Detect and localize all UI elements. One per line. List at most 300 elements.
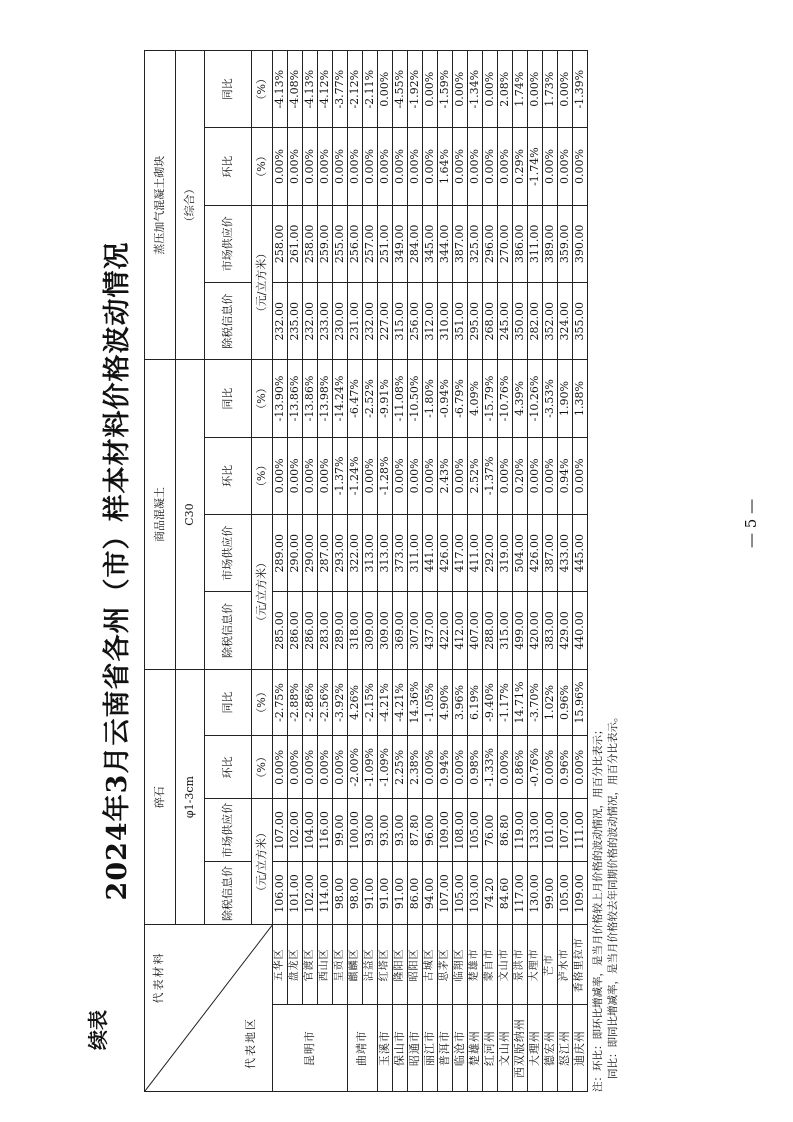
value-cell: 98.00 [348,862,363,925]
value-cell: 349.00 [393,205,408,282]
value-cell: 0.00% [318,128,333,205]
value-cell: 315.00 [498,592,513,669]
col-tax-excl: 除税信息价 [205,862,252,925]
value-cell: -4.55% [393,51,408,128]
value-cell: 119.00 [513,799,528,862]
value-cell: 311.00 [408,515,423,592]
value-cell: -1.33% [483,736,498,799]
value-cell: 0.00% [453,437,468,514]
value-cell: -4.21% [378,669,393,736]
city-cell: 临沧市 [453,1005,468,1092]
value-cell: 412.00 [453,592,468,669]
value-cell: 259.00 [318,205,333,282]
value-cell: 2.08% [498,51,513,128]
value-cell: -0.76% [528,736,543,799]
value-cell: 96.00 [423,799,438,862]
value-cell: 2.52% [468,437,483,514]
document-title: 2024年3月云南省各州（市）样本材料价格波动情况 [102,241,133,901]
value-cell: 261.00 [288,205,303,282]
material-header: 商品混凝土 [145,360,176,669]
value-cell: -1.92% [408,51,423,128]
value-cell: 94.00 [423,862,438,925]
value-cell: 345.00 [423,205,438,282]
district-cell: 昭阳区 [408,925,423,1005]
value-cell: 0.00% [273,128,288,205]
table-row [273,51,288,1092]
value-cell: 296.00 [483,205,498,282]
value-cell: 107.00 [273,799,288,862]
district-cell: 临翔区 [453,925,468,1005]
value-cell: 0.00% [378,128,393,205]
unit-label: （元/立方米） [252,799,273,925]
table-row [498,51,513,1092]
value-cell: 386.00 [513,205,528,282]
value-cell: 0.00% [273,736,288,799]
value-cell: 0.00% [273,437,288,514]
district-cell: 芒市 [543,925,558,1005]
value-cell: 6.19% [468,669,483,736]
value-cell: 0.00% [288,736,303,799]
value-cell: 387.00 [543,515,558,592]
value-cell: 359.00 [558,205,573,282]
value-cell: 86.80 [498,799,513,862]
value-cell: -10.76% [498,360,513,437]
col-tax-excl: 除税信息价 [205,283,252,360]
value-cell: 0.00% [408,128,423,205]
value-cell: 103.00 [468,862,483,925]
value-cell: 289.00 [273,515,288,592]
value-cell: 351.00 [453,283,468,360]
value-cell: 373.00 [393,515,408,592]
value-cell: 288.00 [483,592,498,669]
value-cell: 109.00 [573,862,588,925]
value-cell: 441.00 [423,515,438,592]
table-row [303,51,318,1092]
value-cell: 231.00 [348,283,363,360]
value-cell: 325.00 [468,205,483,282]
city-cell: 怒江州 [558,1005,573,1092]
value-cell: 93.00 [363,799,378,862]
value-cell: 0.00% [543,128,558,205]
value-cell: 293.00 [333,515,348,592]
value-cell: 283.00 [318,592,333,669]
value-cell: 99.00 [543,862,558,925]
col-yoy: 同比 [205,51,252,128]
city-cell: 德宏州 [543,1005,558,1092]
table-row [513,51,528,1092]
value-cell: 104.00 [303,799,318,862]
value-cell: 102.00 [288,799,303,862]
value-cell: -2.11% [363,51,378,128]
district-cell: 沾益区 [363,925,378,1005]
value-cell: 101.00 [543,799,558,862]
value-cell: 107.00 [438,862,453,925]
value-cell: 0.00% [483,128,498,205]
col-yoy: 同比 [205,360,252,437]
value-cell: -1.59% [438,51,453,128]
value-cell: 318.00 [348,592,363,669]
value-cell: -4.21% [393,669,408,736]
value-cell: 4.09% [468,360,483,437]
value-cell: -3.77% [333,51,348,128]
district-cell: 景洪市 [513,925,528,1005]
value-cell: 0.20% [513,437,528,514]
value-cell: 310.00 [438,283,453,360]
value-cell: -1.74% [528,128,543,205]
value-cell: 387.00 [453,205,468,282]
value-cell: 98.00 [333,862,348,925]
pct-label: （%） [252,128,273,205]
value-cell: 99.00 [333,799,348,862]
value-cell: 282.00 [528,283,543,360]
value-cell: 0.00% [483,51,498,128]
value-cell: -1.37% [333,437,348,514]
value-cell: 2.38% [408,736,423,799]
city-cell: 普洱市 [438,1005,453,1092]
city-cell: 保山市 [393,1005,408,1092]
value-cell: 232.00 [273,283,288,360]
value-cell: -10.50% [408,360,423,437]
value-cell: -3.92% [333,669,348,736]
value-cell: 105.00 [468,799,483,862]
value-cell: 499.00 [513,592,528,669]
value-cell: 420.00 [528,592,543,669]
value-cell: 3.96% [453,669,468,736]
pct-label: （%） [252,669,273,736]
table-row [333,51,348,1092]
material-header: 蒸压加气混凝土砌块 [145,51,176,360]
value-cell: -2.00% [348,736,363,799]
table-row [468,51,483,1092]
corner-region-label: 代表地区 [244,1017,258,1069]
table-row [543,51,558,1092]
value-cell: -1.37% [483,437,498,514]
value-cell: 245.00 [498,283,513,360]
col-mom: 环比 [205,128,252,205]
value-cell: 235.00 [288,283,303,360]
value-cell: 0.00% [423,736,438,799]
value-cell: 1.02% [543,669,558,736]
value-cell: 91.00 [363,862,378,925]
value-cell: 344.00 [438,205,453,282]
value-cell: 313.00 [363,515,378,592]
value-cell: 84.60 [498,862,513,925]
value-cell: -2.15% [363,669,378,736]
pct-label: （%） [252,437,273,514]
value-cell: 0.00% [288,128,303,205]
value-cell: 422.00 [438,592,453,669]
value-cell: 0.96% [558,736,573,799]
value-cell: 429.00 [558,592,573,669]
continued-label: 续表 [86,1010,110,1050]
value-cell: 93.00 [393,799,408,862]
value-cell: -1.09% [363,736,378,799]
pct-label: （%） [252,360,273,437]
value-cell: 86.00 [408,862,423,925]
value-cell: 2.25% [393,736,408,799]
value-cell: 105.00 [453,862,468,925]
value-cell: 0.00% [288,437,303,514]
value-cell: 0.00% [393,437,408,514]
value-cell: 74.20 [483,862,498,925]
value-cell: 0.00% [408,437,423,514]
value-cell: 0.00% [498,128,513,205]
value-cell: 130.00 [528,862,543,925]
value-cell: 0.00% [528,51,543,128]
table-row [423,51,438,1092]
value-cell: 0.00% [573,736,588,799]
city-cell: 曲靖市 [348,1005,378,1092]
value-cell: -3.53% [543,360,558,437]
city-cell: 迪庆州 [573,1005,588,1092]
value-cell: 258.00 [273,205,288,282]
value-cell: 76.00 [483,799,498,862]
value-cell: 411.00 [468,515,483,592]
district-cell: 泸水市 [558,925,573,1005]
district-cell: 盘龙区 [288,925,303,1005]
value-cell: 0.00% [423,128,438,205]
value-cell: 292.00 [483,515,498,592]
value-cell: 0.00% [573,437,588,514]
city-cell: 昭通市 [408,1005,423,1092]
district-cell: 古城区 [423,925,438,1005]
table-row [483,51,498,1092]
value-cell: 258.00 [303,205,318,282]
value-cell: 251.00 [378,205,393,282]
value-cell: 4.26% [348,669,363,736]
unit-label: （元/立方米） [252,515,273,670]
value-cell: 0.00% [333,128,348,205]
table-row [528,51,543,1092]
notes [591,50,621,1092]
value-cell: 0.00% [543,736,558,799]
table-row [378,51,393,1092]
value-cell: -4.12% [318,51,333,128]
value-cell: -1.05% [423,669,438,736]
value-cell: 108.00 [453,799,468,862]
value-cell: 1.90% [558,360,573,437]
value-cell: 93.00 [378,799,393,862]
value-cell: 0.00% [543,437,558,514]
value-cell: -1.34% [468,51,483,128]
district-cell: 西山区 [318,925,333,1005]
value-cell: -15.79% [483,360,498,437]
material-spec: φ1-3cm [176,669,205,925]
value-cell: -13.86% [303,360,318,437]
value-cell: 14.71% [513,669,528,736]
note-line: 注：环比：即环比增减率，是当月价格较上月价格的波动情况，用百分比表示； [592,724,604,1092]
value-cell: -13.98% [318,360,333,437]
value-cell: -1.17% [498,669,513,736]
value-cell: 255.00 [333,205,348,282]
table-row [438,51,453,1092]
value-cell: 440.00 [573,592,588,669]
value-cell: 0.00% [528,437,543,514]
value-cell: 0.00% [558,128,573,205]
value-cell: 312.00 [423,283,438,360]
value-cell: 232.00 [303,283,318,360]
value-cell: 116.00 [318,799,333,862]
district-cell: 红塔区 [378,925,393,1005]
value-cell: 290.00 [288,515,303,592]
value-cell: 133.00 [528,799,543,862]
value-cell: 0.00% [498,437,513,514]
district-cell: 大理市 [528,925,543,1005]
value-cell: 15.96% [573,669,588,736]
value-cell: -11.08% [393,360,408,437]
district-cell: 呈贡区 [333,925,348,1005]
value-cell: 390.00 [573,205,588,282]
value-cell: 295.00 [468,283,483,360]
value-cell: 0.86% [513,736,528,799]
value-cell: -1.39% [573,51,588,128]
value-cell: 307.00 [408,592,423,669]
value-cell: 426.00 [438,515,453,592]
value-cell: 1.74% [513,51,528,128]
value-cell: -9.91% [378,360,393,437]
value-cell: -4.13% [303,51,318,128]
table-row [573,51,588,1092]
value-cell: 289.00 [333,592,348,669]
value-cell: 0.00% [423,51,438,128]
table-row [348,51,363,1092]
value-cell: -4.08% [288,51,303,128]
value-cell: -13.90% [273,360,288,437]
value-cell: 0.00% [363,128,378,205]
value-cell: 313.00 [378,515,393,592]
value-cell: 4.90% [438,669,453,736]
value-cell: 102.00 [303,862,318,925]
value-cell: 0.00% [468,128,483,205]
district-cell: 五华区 [273,925,288,1005]
value-cell: 0.00% [303,437,318,514]
value-cell: 256.00 [408,283,423,360]
value-cell: -1.24% [348,437,363,514]
value-cell: -3.70% [528,669,543,736]
value-cell: 1.38% [573,360,588,437]
value-cell: 407.00 [468,592,483,669]
table-row [453,51,468,1092]
value-cell: 369.00 [393,592,408,669]
value-cell: 286.00 [288,592,303,669]
value-cell: -13.86% [288,360,303,437]
value-cell: 319.00 [498,515,513,592]
value-cell: 87.80 [408,799,423,862]
city-cell: 丽江市 [423,1005,438,1092]
value-cell: -4.13% [273,51,288,128]
value-cell: -2.52% [363,360,378,437]
value-cell: 0.00% [558,51,573,128]
value-cell: -6.47% [348,360,363,437]
col-tax-excl: 除税信息价 [205,592,252,669]
value-cell: 106.00 [273,862,288,925]
value-cell: 232.00 [363,283,378,360]
value-cell: 257.00 [363,205,378,282]
value-cell: 0.00% [303,128,318,205]
value-cell: 426.00 [528,515,543,592]
city-cell: 玉溪市 [378,1005,393,1092]
value-cell: -1.09% [378,736,393,799]
city-cell: 楚雄州 [468,1005,483,1092]
value-cell: 315.00 [393,283,408,360]
value-cell: 437.00 [423,592,438,669]
col-yoy: 同比 [205,669,252,736]
price-table [144,50,588,1092]
district-cell: 麒麟区 [348,925,363,1005]
value-cell: 0.00% [498,736,513,799]
table-body [273,51,588,1092]
value-cell: -9.40% [483,669,498,736]
value-cell: 309.00 [363,592,378,669]
value-cell: 311.00 [528,205,543,282]
col-market: 市场供应价 [205,205,252,282]
pct-label: （%） [252,736,273,799]
value-cell: -10.26% [528,360,543,437]
value-cell: 117.00 [513,862,528,925]
district-cell: 楚雄市 [468,925,483,1005]
col-market: 市场供应价 [205,799,252,862]
value-cell: 445.00 [573,515,588,592]
city-cell: 大理州 [528,1005,543,1092]
unit-label: （元/立方米） [252,205,273,360]
col-market: 市场供应价 [205,515,252,592]
value-cell: -1.28% [378,437,393,514]
value-cell: -1.80% [423,360,438,437]
pct-label: （%） [252,51,273,128]
city-cell: 昆明市 [273,1005,348,1092]
value-cell: 286.00 [303,592,318,669]
value-cell: 309.00 [378,592,393,669]
district-cell: 文山市 [498,925,513,1005]
material-header: 碎石 [145,669,176,925]
value-cell: 114.00 [318,862,333,925]
value-cell: 0.00% [453,736,468,799]
value-cell: 100.00 [348,799,363,862]
value-cell: 0.00% [393,128,408,205]
col-mom: 环比 [205,736,252,799]
value-cell: 0.29% [513,128,528,205]
value-cell: 0.00% [423,437,438,514]
value-cell: 284.00 [408,205,423,282]
value-cell: 0.00% [378,51,393,128]
value-cell: -2.75% [273,669,288,736]
value-cell: 101.00 [288,862,303,925]
value-cell: 0.00% [573,128,588,205]
value-cell: 227.00 [378,283,393,360]
value-cell: 0.00% [303,736,318,799]
note-line: 同比：即同比增减率，是当月价格较去年同期价格的波动情况，用百分比表示。 [607,711,619,1079]
district-cell: 蒙自市 [483,925,498,1005]
table-row [363,51,378,1092]
col-mom: 环比 [205,437,252,514]
value-cell: -0.94% [438,360,453,437]
corner-header-cell [145,925,273,1092]
rotated-page-content [92,50,732,1092]
table-row [288,51,303,1092]
table-row [408,51,423,1092]
value-cell: 230.00 [333,283,348,360]
value-cell: 433.00 [558,515,573,592]
value-cell: 383.00 [543,592,558,669]
district-cell: 香格里拉市 [573,925,588,1005]
city-cell: 西双版纳州 [513,1005,528,1092]
value-cell: 0.00% [333,736,348,799]
page-number: — 5 — [742,498,760,548]
value-cell: 233.00 [318,283,333,360]
value-cell: 0.94% [558,437,573,514]
corner-material-label: 代表材料 [152,951,165,1004]
material-spec: （综合） [176,51,205,360]
